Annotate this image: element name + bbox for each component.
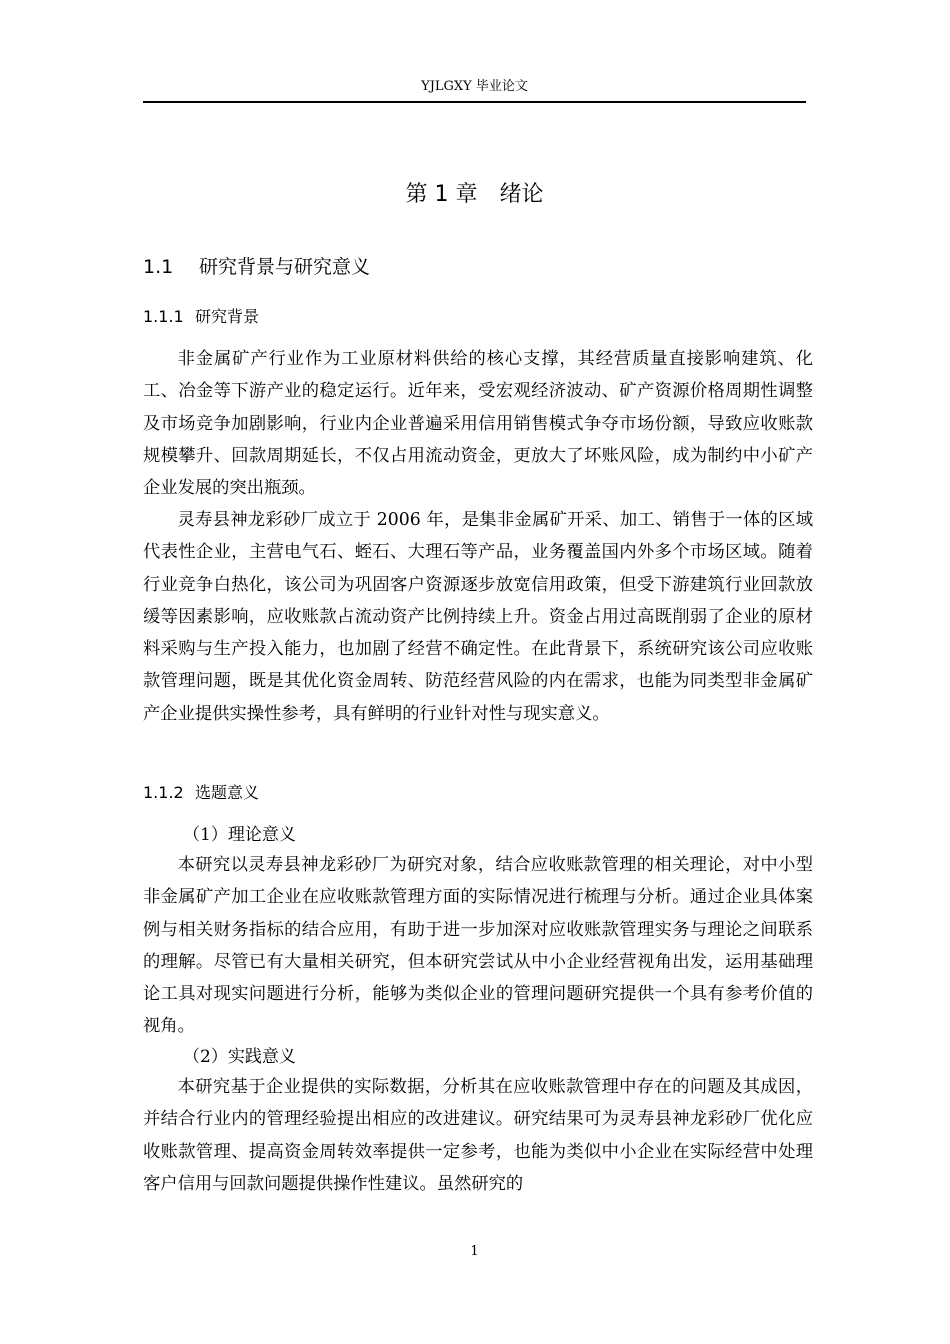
page-number: 1 (470, 1244, 479, 1259)
paragraph-background-2: 灵寿县神龙彩砂厂成立于 2006 年，是集非金属矿开采、加工、销售于一体的区域代表性企业，主营电气石、蛭石、大理石等产品，业务覆盖国内外多个市场区域。随着行业竞争白热化，该公司为巩固客户资源逐步放宽信用政策，但受下游建筑行业回款放缓等因素影响，应收账款占流动资产比例持续上升。资金占用过高既削弱了企业的原材料采购与生产投入能力，也加剧了经营不确定性。在此背景下，系统研究该公司应收账款管理问题，既是其优化资金周转、防范经营风险的内在需求，也能为同类型非金属矿产企业提供实操性参考，具有鲜明的行业针对性与现实意义。 (143, 510, 813, 724)
section-title: 研究背景与研究意义 (199, 256, 371, 278)
subsection-heading-background (143, 305, 259, 329)
subsection-title: 研究背景 (195, 307, 260, 326)
list-item-theory: （1）理论意义 (183, 825, 296, 845)
running-header: YJLGXY 毕业论文 (421, 79, 528, 94)
section-number: 1.1 (143, 256, 174, 278)
subsection-number: 1.1.2 (143, 783, 184, 802)
paragraph-theory: 本研究以灵寿县神龙彩砂厂为研究对象，结合应收账款管理的相关理论，对中小型非金属矿产加工企业在应收账款管理方面的实际情况进行梳理与分析。通过企业具体案例与相关财务指标的结合应用，有助于进一步加深对应收账款管理实务与理论之间联系的理解。尽管已有大量相关研究，但本研究尝试从中小企业经营视角出发，运用基础理论工具对现实问题进行分析，能够为类似企业的管理问题研究提供一个具有参考价值的视角。 (143, 855, 813, 1037)
subsection-number: 1.1.1 (143, 307, 184, 326)
subsection-heading-significance (143, 781, 259, 805)
section-heading (143, 253, 370, 281)
subsection-title: 选题意义 (195, 783, 260, 802)
paragraph-practice: 本研究基于企业提供的实际数据，分析其在应收账款管理中存在的问题及其成因，并结合行业内的管理经验提出相应的改进建议。研究结果可为灵寿县神龙彩砂厂优化应收账款管理、提高资金周转效率提供一定参考，也能为类似中小企业在实际经营中处理客户信用与回款问题提供操作性建议。虽然研究的 (143, 1077, 813, 1194)
list-item-practice: （2）实践意义 (183, 1047, 296, 1067)
header-rule (143, 101, 806, 103)
chapter-title: 第 1 章 绪论 (405, 182, 544, 207)
paragraph-background-1: 非金属矿产行业作为工业原材料供给的核心支撑，其经营质量直接影响建筑、化工、冶金等下游产业的稳定运行。近年来，受宏观经济波动、矿产资源价格周期性调整及市场竞争加剧影响，行业内企业普遍采用信用销售模式争夺市场份额，导致应收账款规模攀升、回款周期延长，不仅占用流动资金，更放大了坏账风险，成为制约中小矿产企业发展的突出瓶颈。 (143, 349, 813, 499)
